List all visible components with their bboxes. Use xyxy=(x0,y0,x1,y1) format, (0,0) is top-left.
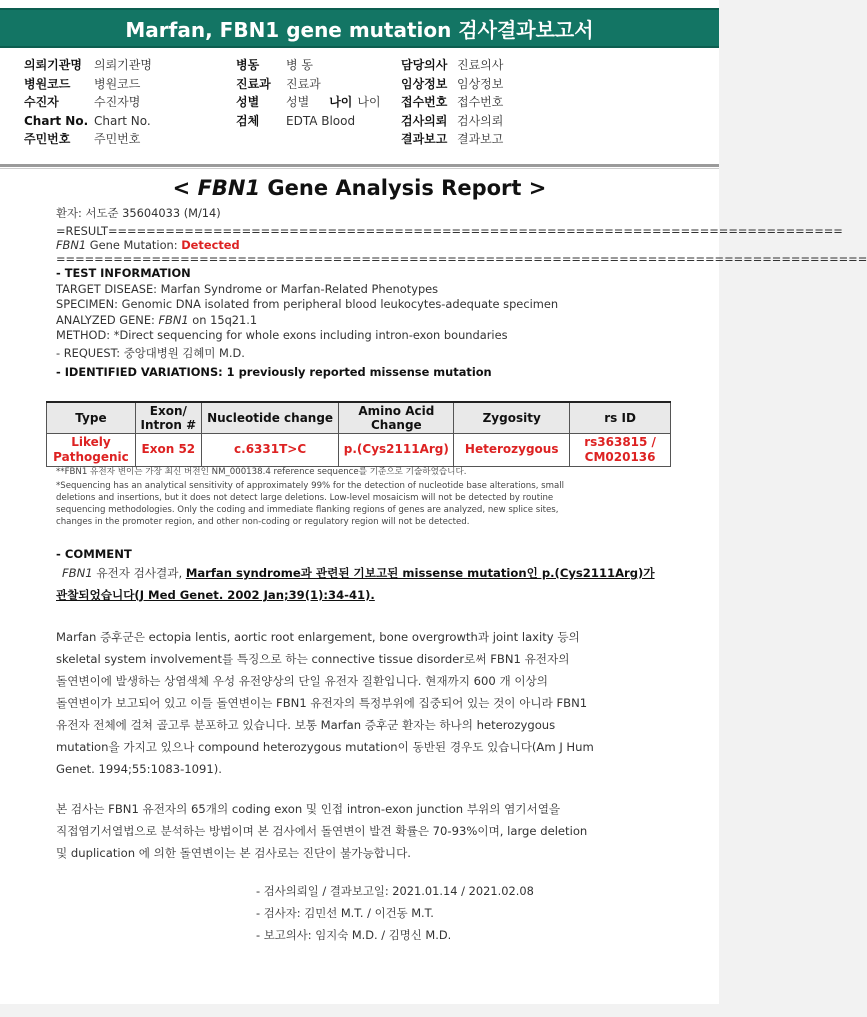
field-label: 성별 xyxy=(236,95,260,110)
footnotes xyxy=(56,466,668,528)
title-gene: FBN1 xyxy=(197,176,261,200)
field-label: 병원코드 xyxy=(24,76,71,91)
column-header: Nucleotide change xyxy=(201,402,339,433)
footnote: changes in the promoter region, and other non-coding or regulatory region will not be detected. xyxy=(56,517,470,527)
field-value: EDTA Blood xyxy=(286,113,356,128)
table-cell: Likely Pathogenic xyxy=(47,433,136,466)
field-label: 주민번호 xyxy=(24,132,71,147)
comment-text: 유전자 검사결과, xyxy=(92,566,186,580)
mutation-gene: FBN1 xyxy=(56,237,87,252)
specimen: SPECIMEN: Genomic DNA isolated from peripheral blood leukocytes-adequate specimen xyxy=(56,297,559,311)
analyzed-gene-prefix: ANALYZED GENE: xyxy=(56,312,159,327)
field-label: 결과보고 xyxy=(401,132,448,147)
field-label: 진료과 xyxy=(236,76,271,91)
comment-line: Genet. 1994;55:1083-1091). xyxy=(56,762,222,776)
mutation-label: Gene Mutation: xyxy=(86,237,182,252)
divider xyxy=(0,168,719,169)
footnote: deletions and insertions, but it does not detect large deletions. Low-level mosaicism will not be detected by routine xyxy=(56,493,554,503)
method: METHOD: *Direct sequencing for whole exons including intron-exon boundaries xyxy=(56,328,508,342)
page-bottom-strip xyxy=(0,1004,719,1017)
table-row xyxy=(47,433,671,466)
comment-highlight: Marfan syndrome과 관련된 기보고된 missense mutation인 p.(Cys2111Arg)가 xyxy=(185,566,655,580)
patient-line: 환자: 서도준 35604033 (M/14) xyxy=(56,206,221,220)
comment-line: 유전자 전체에 걸쳐 골고루 분포하고 있습니다. 보통 Marfan 증후군 환자는 하나의 heterozygous xyxy=(56,718,556,732)
mutation-value: Detected xyxy=(181,237,240,252)
field-value: 진료과 xyxy=(286,76,321,91)
field-value: 임상정보 xyxy=(457,76,504,91)
field-label: 임상정보 xyxy=(401,76,448,91)
comment-line xyxy=(56,562,670,584)
comment-header: - COMMENT xyxy=(56,547,132,561)
title-rest: Gene Analysis Report > xyxy=(260,176,547,200)
field-label: 수진자 xyxy=(24,95,59,110)
comment-citation: 관찰되었습니다(J Med Genet. 2002 Jan;39(1):34-41). xyxy=(56,588,375,602)
report-title xyxy=(0,176,719,200)
comment-line: mutation을 가지고 있으나 compound heterozygous mutation이 동반된 경우도 있습니다(Am J Hum xyxy=(56,740,594,754)
comment-paragraph-3 xyxy=(56,798,670,864)
footer-dates: - 검사의뢰일 / 결과보고일: 2021.01.14 / 2021.02.08 xyxy=(256,884,534,898)
comment-line: 돌연변이에 발생하는 상염색체 우성 유전양상의 단일 유전자 질환입니다. 현재까지 600 개 이상의 xyxy=(56,674,548,688)
result-separator: =RESULT============================================================================= xyxy=(56,223,843,238)
comment-gene: FBN1 xyxy=(62,566,93,580)
field-value: 주민번호 xyxy=(94,132,141,147)
report-footer xyxy=(256,880,534,946)
footnote: *Sequencing has an analytical sensitivity of approximately 99% for the detection of nucleotide base alterations, small xyxy=(56,481,565,491)
comment-line: 돌연변이가 보고되어 있고 이들 돌연변이는 FBN1 유전자의 특정부위에 집중되어 있는 것이 아니라 FBN1 xyxy=(56,696,588,710)
field-value: 진료의사 xyxy=(457,58,504,72)
comment-line: 및 duplication 에 의한 돌연변이는 본 검사로는 진단이 불가능합니다. xyxy=(56,846,411,860)
table-cell: p.(Cys2111Arg) xyxy=(339,433,454,466)
header-column-2 xyxy=(236,56,381,130)
field-label: Chart No. xyxy=(24,113,89,128)
field-label: 검체 xyxy=(236,113,260,128)
field-value: 나이 xyxy=(357,95,381,110)
analyzed-gene xyxy=(56,313,671,329)
report-header-title: Marfan, FBN1 gene mutation 검사결과보고서 xyxy=(0,8,719,48)
table-cell: rs363815 / CM020136 xyxy=(570,433,671,466)
request: - REQUEST: 중앙대병원 김혜미 M.D. xyxy=(56,345,245,360)
comment-section xyxy=(56,546,670,864)
table-cell: Exon 52 xyxy=(135,433,201,466)
divider xyxy=(0,164,719,167)
field-value: 성별 xyxy=(286,95,310,110)
title-prefix: < xyxy=(172,176,198,200)
table-cell: Heterozygous xyxy=(454,433,570,466)
field-value: Chart No. xyxy=(94,113,151,128)
comment-paragraph-1 xyxy=(56,562,670,606)
field-value: 의뢰기관명 xyxy=(94,58,152,72)
field-label: 나이 xyxy=(329,95,353,110)
comment-line: 본 검사는 FBN1 유전자의 65개의 coding exon 및 인접 intron-exon junction 부위의 염기서열을 xyxy=(56,802,561,816)
table-cell: c.6331T>C xyxy=(201,433,339,466)
field-value: 병원코드 xyxy=(94,76,141,91)
comment-paragraph-2 xyxy=(56,626,670,780)
report-body xyxy=(56,206,867,381)
field-label: 검사의뢰 xyxy=(401,113,448,128)
comment-line: 직접염기서열법으로 분석하는 방법이며 본 검사에서 돌연변이 발견 확률은 70-93%이며, large deletion xyxy=(56,824,588,838)
test-info-header: - TEST INFORMATION xyxy=(56,266,191,280)
field-value: 검사의뢰 xyxy=(457,113,504,128)
analyzed-gene-suffix: on 15q21.1 xyxy=(188,312,258,327)
header-column-1 xyxy=(24,56,152,149)
comment-line: skeletal system involvement를 특징으로 하는 connective tissue disorder로써 FBN1 유전자의 xyxy=(56,652,570,666)
comment-line xyxy=(56,584,670,606)
identified-variations: - IDENTIFIED VARIATIONS: 1 previously reported missense mutation xyxy=(56,365,492,379)
footnote: sequencing methodologies. Only the coding and immediate flanking regions of genes are analyzed, new splice sites, xyxy=(56,505,559,515)
column-header: Zygosity xyxy=(454,402,570,433)
target-disease: TARGET DISEASE: Marfan Syndrome or Marfan-Related Phenotypes xyxy=(56,281,439,296)
field-value: 접수번호 xyxy=(457,95,504,110)
table-header-row xyxy=(47,402,671,433)
header-column-3 xyxy=(401,56,503,149)
column-header: rs ID xyxy=(570,402,671,433)
footer-technicians: - 검사자: 김민선 M.T. / 이건동 M.T. xyxy=(256,906,434,920)
field-label: 병동 xyxy=(236,58,260,72)
column-header: Exon/ Intron # xyxy=(135,402,201,433)
mutation-status xyxy=(56,238,671,254)
variant-table xyxy=(46,401,671,467)
column-header: Amino Acid Change xyxy=(339,402,454,433)
column-header: Type xyxy=(47,402,136,433)
analyzed-gene-name: FBN1 xyxy=(158,312,189,327)
field-label: 담당의사 xyxy=(401,58,448,72)
comment-line: Marfan 증후군은 ectopia lentis, aortic root enlargement, bone overgrowth과 joint laxity 등의 xyxy=(56,630,580,644)
footer-physicians: - 보고의사: 임지숙 M.D. / 김명신 M.D. xyxy=(256,928,452,942)
footnote: **FBN1 유전자 변이는 가장 최신 버전인 NM_000138.4 reference sequence를 기준으로 기술하였습니다. xyxy=(56,467,467,477)
field-value: 수진자명 xyxy=(94,95,141,110)
field-label: 의뢰기관명 xyxy=(24,58,82,72)
field-value: 병 동 xyxy=(286,58,313,72)
field-label: 접수번호 xyxy=(401,95,448,110)
patient-info-header xyxy=(0,56,719,160)
field-value: 결과보고 xyxy=(457,132,504,147)
separator: ===================================================================================== xyxy=(56,252,867,266)
